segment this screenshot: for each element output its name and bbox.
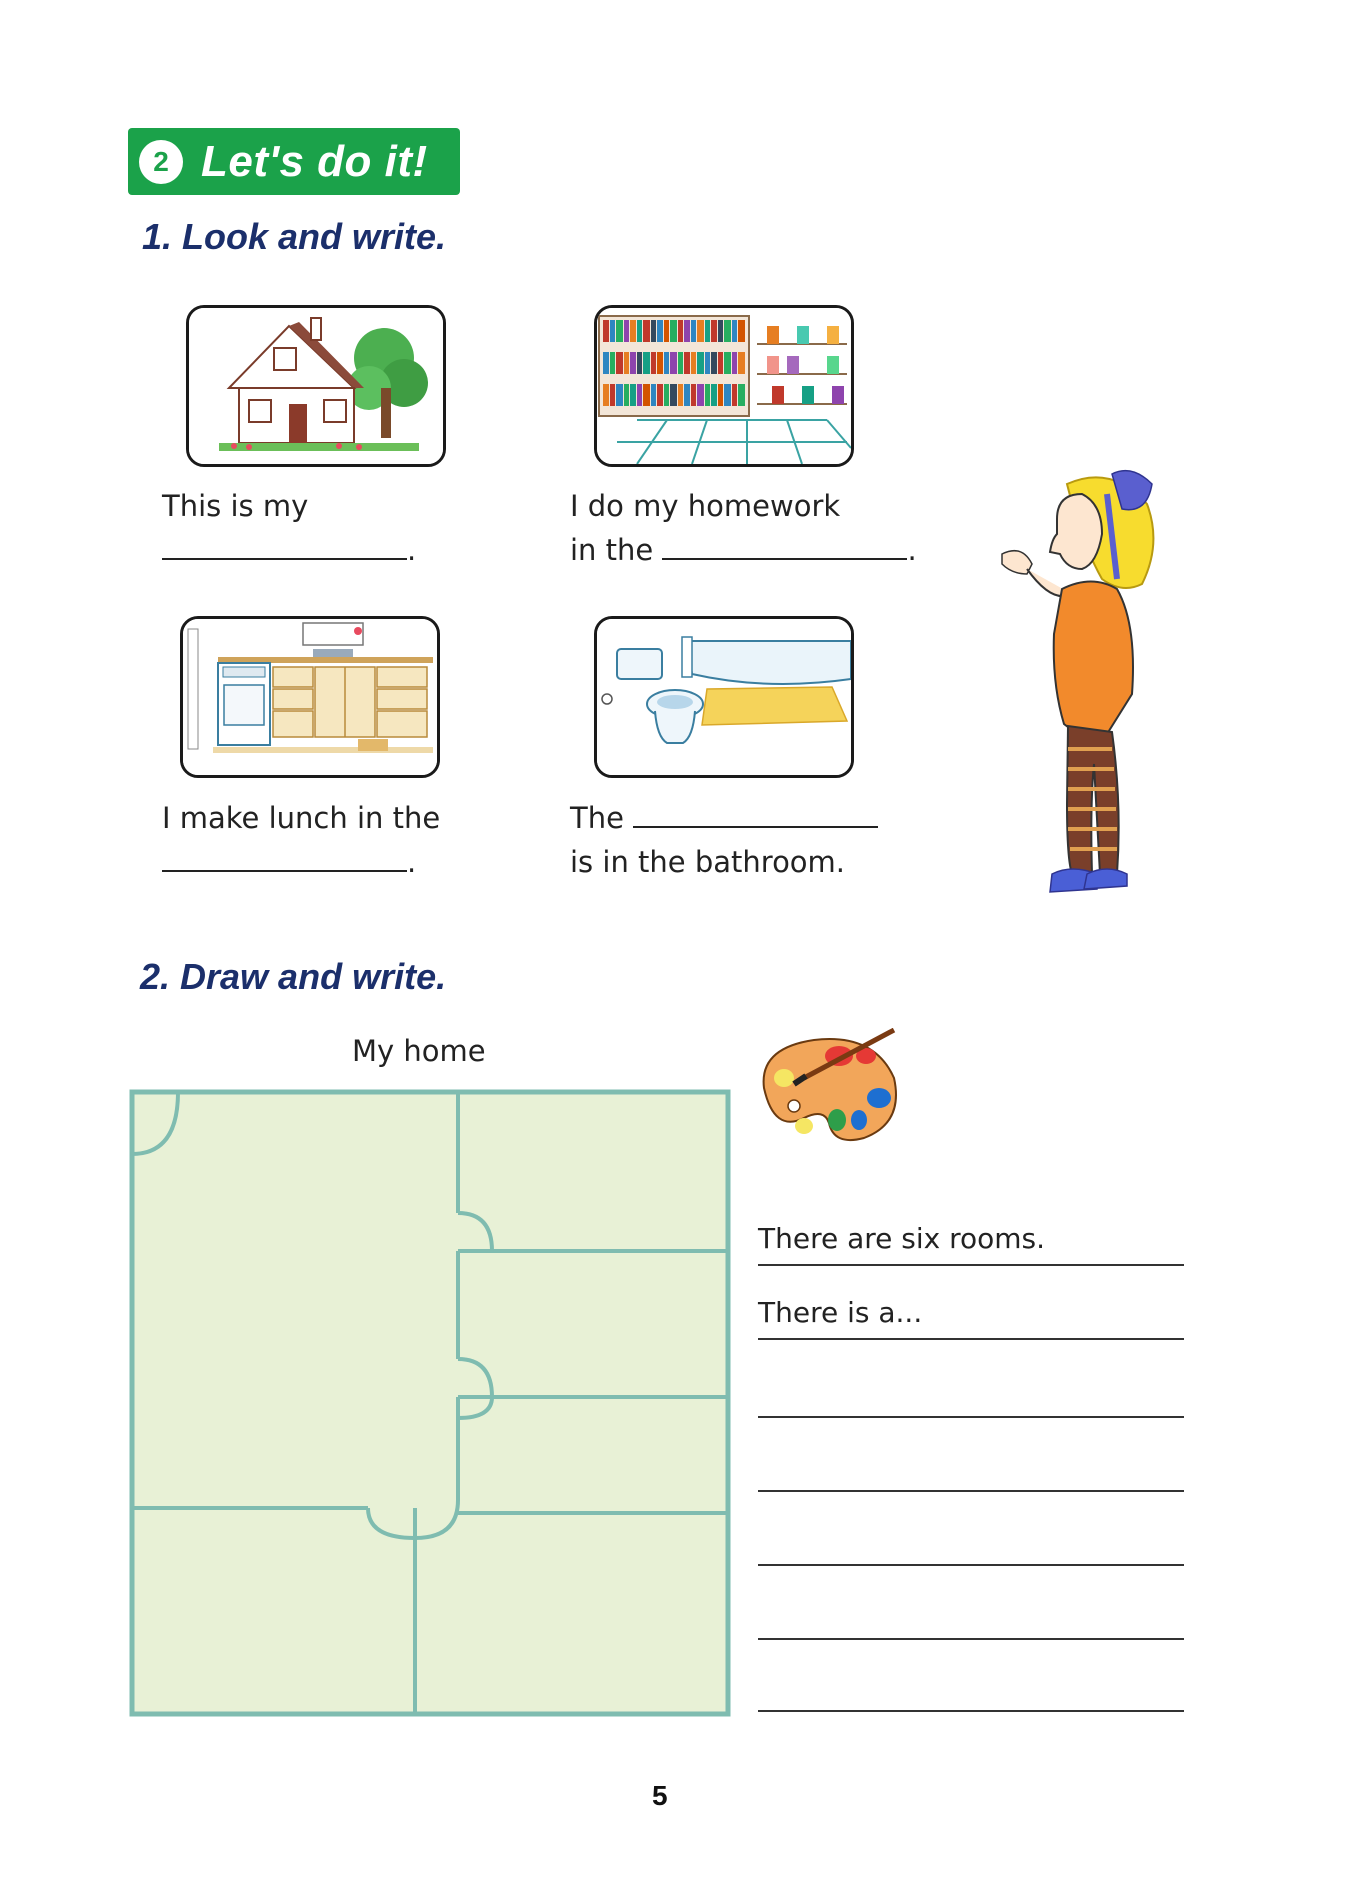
palette-illustration [754,1028,904,1148]
answer-blank[interactable] [162,558,407,560]
answer-blank[interactable] [662,558,907,560]
caption-study-line1: I do my homework [570,489,841,523]
exercise-1-heading: 1. Look and write. [142,216,447,257]
caption-study [570,484,917,572]
caption-kitchen-line1: I make lunch in the [162,801,441,835]
floorplan-title: My home [352,1034,486,1068]
caption-kitchen [162,796,440,884]
answer-blank[interactable] [162,870,407,872]
writing-line[interactable]: There is a... [758,1296,1184,1340]
writing-line[interactable] [758,1638,1184,1640]
caption-kitchen-line2: . [162,840,440,884]
girl-illustration [972,464,1172,894]
bathroom-picture [594,616,854,778]
caption-bathroom [570,796,878,884]
page-number: 5 [652,1780,668,1811]
section-title: Let's do it! [201,136,428,186]
study-picture [594,305,854,467]
section-badge [128,128,460,195]
house-picture [186,305,446,467]
caption-study-line2: in the . [570,533,917,567]
floorplan [128,1088,732,1718]
writing-line[interactable]: There are six rooms. [758,1222,1184,1266]
exercise-2-heading: 2. Draw and write. [140,956,447,997]
section-number: 2 [139,140,183,184]
writing-line[interactable] [758,1564,1184,1566]
answer-blank[interactable] [633,826,878,828]
writing-line[interactable] [758,1416,1184,1418]
writing-line[interactable] [758,1710,1184,1712]
caption-house-line2: . [162,528,416,572]
caption-bathroom-line2: is in the bathroom. [570,845,846,879]
caption-house [162,484,416,572]
kitchen-picture [180,616,440,778]
caption-bathroom-line1: The [570,796,878,840]
caption-house-line1: This is my [162,489,309,523]
writing-line[interactable] [758,1490,1184,1492]
